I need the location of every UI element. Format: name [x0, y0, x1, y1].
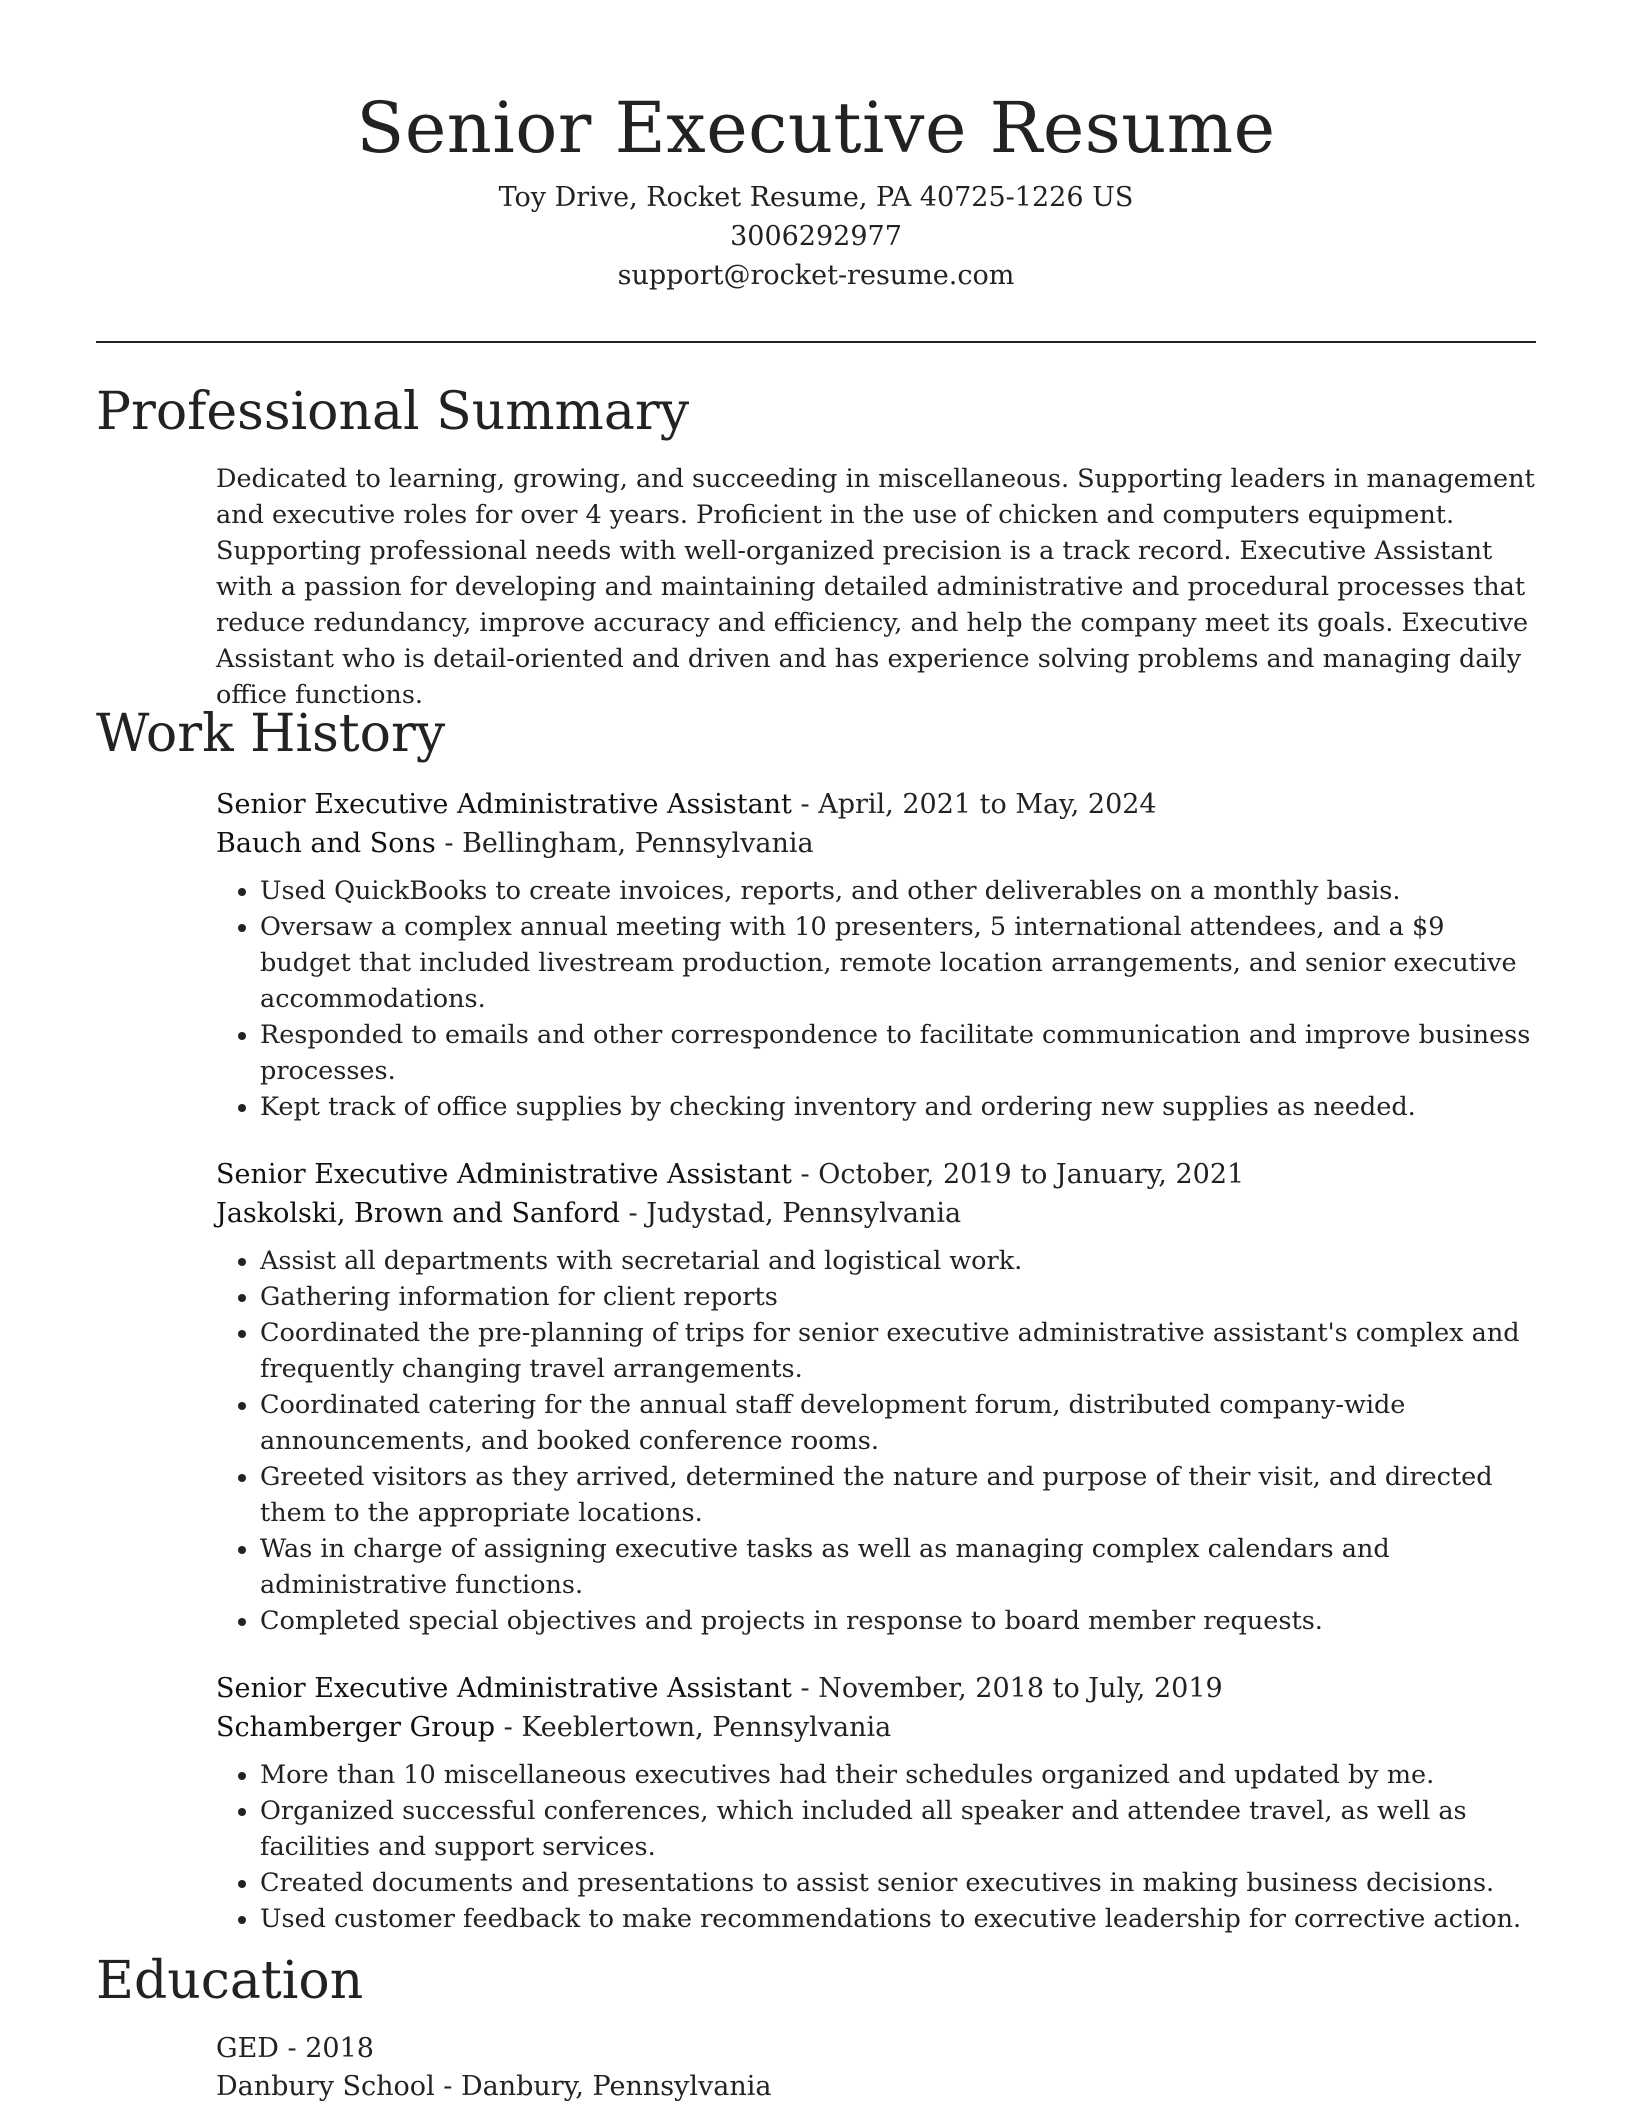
job-entry — [216, 1155, 1542, 1639]
job-bullet: • Oversaw a complex annual meeting with 10 presenters, 5 international attendees, and a $9 budget that included livestream production, remote location arrangements, and senior executive accommodations. — [260, 909, 1542, 1017]
job-entry — [216, 785, 1542, 1125]
education-entry — [216, 2030, 1542, 2106]
job-location: - Bellingham, Pennsylvania — [435, 828, 814, 859]
education-section — [0, 1950, 1632, 2106]
job-company: Bauch and Sons — [216, 828, 436, 859]
job-company: Jaskolski, Brown and Sanford — [216, 1198, 620, 1229]
job-position: Senior Executive Administrative Assistant — [216, 1159, 792, 1190]
job-company-line — [216, 824, 1542, 863]
email-text: support@rocket-resume.com — [617, 260, 1015, 291]
job-bullets — [216, 873, 1542, 1125]
job-dates: - November, 2018 to July, 2019 — [791, 1673, 1223, 1704]
education-degree-line — [216, 2030, 1542, 2068]
education-school: Danbury School — [216, 2071, 435, 2102]
job-location: - Judystad, Pennsylvania — [619, 1198, 962, 1229]
job-dates: - April, 2021 to May, 2024 — [791, 789, 1157, 820]
job-location: - Keeblertown, Pennsylvania — [495, 1712, 892, 1743]
job-position: Senior Executive Administrative Assistant — [216, 1673, 792, 1704]
job-title-line — [216, 785, 1542, 824]
job-bullet: • More than 10 miscellaneous executives had their schedules organized and updated by me. — [260, 1757, 1542, 1793]
work-history-section — [0, 703, 1632, 1937]
education-school-line — [216, 2068, 1542, 2106]
professional-summary-section — [0, 381, 1632, 713]
jobs-list — [216, 785, 1542, 1937]
job-bullet: • Created documents and presentations to assist senior executives in making business decisions. — [260, 1865, 1542, 1901]
job-bullet: • Organized successful conferences, which included all speaker and attendee travel, as well as facilities and support services. — [260, 1793, 1542, 1865]
job-title-line — [216, 1669, 1542, 1708]
job-dates: - October, 2019 to January, 2021 — [791, 1159, 1245, 1190]
section-title-education: Education — [96, 1951, 364, 2011]
section-title-work: Work History — [96, 704, 446, 764]
resume-title: Senior Executive Resume — [356, 87, 1276, 169]
job-bullet: • Responded to emails and other correspondence to facilitate communication and improve business processes. — [260, 1017, 1542, 1089]
job-position: Senior Executive Administrative Assistant — [216, 789, 792, 820]
job-title-line — [216, 1155, 1542, 1194]
header-divider — [96, 341, 1536, 343]
job-bullets — [216, 1757, 1542, 1937]
job-entry — [216, 1669, 1542, 1937]
job-bullet: • Used customer feedback to make recommendations to executive leadership for corrective action. — [260, 1901, 1542, 1937]
contact-info — [0, 178, 1632, 295]
job-company-line — [216, 1194, 1542, 1233]
address-text: Toy Drive, Rocket Resume, PA 40725-1226 US — [498, 182, 1134, 213]
job-bullet: • Coordinated the pre-planning of trips for senior executive administrative assistant's complex and frequently changing travel arrangements. — [260, 1315, 1542, 1387]
job-bullet: • Coordinated catering for the annual staff development forum, distributed company-wide announcements, and booked conference rooms. — [260, 1387, 1542, 1459]
section-title-summary: Professional Summary — [96, 382, 690, 442]
job-bullet: • Assist all departments with secretarial and logistical work. — [260, 1243, 1542, 1279]
education-location: - Danbury, Pennsylvania — [434, 2071, 772, 2102]
job-bullet: • Kept track of office supplies by checking inventory and ordering new supplies as needed. — [260, 1089, 1542, 1125]
job-bullet: • Gathering information for client reports — [260, 1279, 1542, 1315]
job-bullets — [216, 1243, 1542, 1639]
job-bullet: • Completed special objectives and projects in response to board member requests. — [260, 1603, 1542, 1639]
job-bullet: • Used QuickBooks to create invoices, reports, and other deliverables on a monthly basis. — [260, 873, 1542, 909]
job-company: Schamberger Group — [216, 1712, 496, 1743]
education-degree: GED — [216, 2033, 279, 2064]
job-bullet: • Greeted visitors as they arrived, determined the nature and purpose of their visit, and directed them to the appropriate locations. — [260, 1459, 1542, 1531]
summary-text: Dedicated to learning, growing, and succeeding in miscellaneous. Supporting leaders in management and executive roles for over 4 years. Proficient in the use of chicken and computers equipment. Supporting professional needs with well-organized precision is a track record. Executive Assistant with a passion for developing and maintaining detailed administrative and procedural processes that reduce redundancy, improve accuracy and efficiency, and help the company meet its goals. Executive Assistant who is detail-oriented and driven and has experience solving problems and managing daily office functions. — [216, 464, 1535, 710]
job-company-line — [216, 1708, 1542, 1747]
phone-text: 3006292977 — [730, 221, 902, 252]
resume-header — [0, 0, 1632, 295]
job-bullet: • Was in charge of assigning executive tasks as well as managing complex calendars and administrative functions. — [260, 1531, 1542, 1603]
education-year: - 2018 — [278, 2033, 374, 2064]
